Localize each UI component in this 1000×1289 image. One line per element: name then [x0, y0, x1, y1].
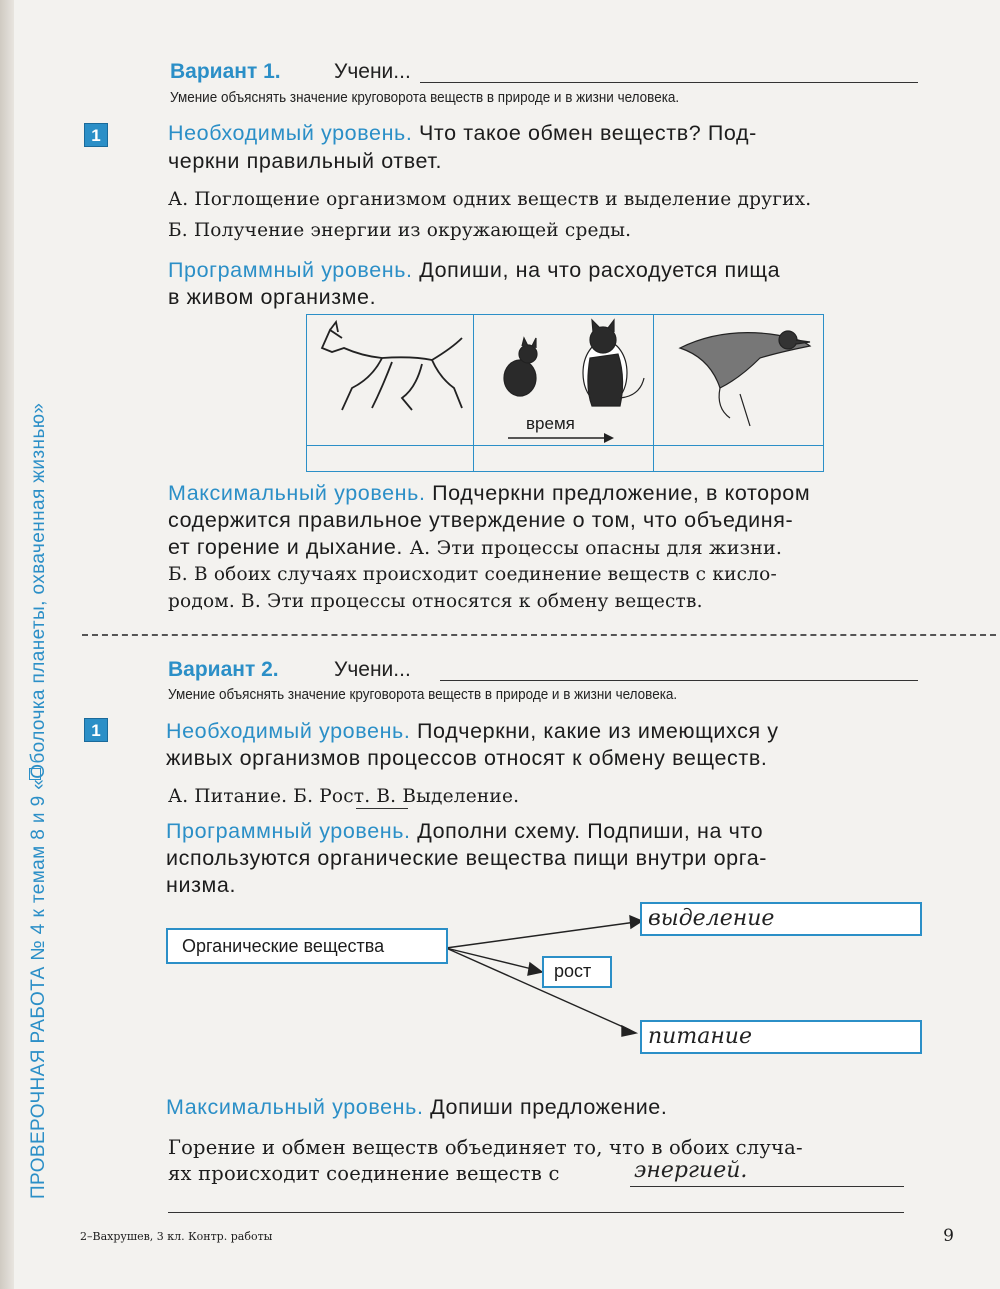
time-label: время: [526, 414, 575, 433]
v2-necessary-options[interactable]: А. Питание. Б. Рост. В. Выделение.: [168, 786, 520, 807]
v1-max-level: Максимальный уровень.: [168, 481, 426, 505]
sidebar-title: ПРОВЕРОЧНАЯ РАБОТА № 4 к темам 8 и 9 «Оболочка планеты, охваченная жизнью»: [28, 402, 49, 1199]
variant1-name-line[interactable]: [420, 82, 918, 83]
v1-option-a[interactable]: А. Поглощение организмом одних веществ и выделение других.: [168, 189, 812, 210]
schema-middle-label: рост: [554, 961, 592, 981]
v2-max-l3: ях происходит соединение веществ с: [168, 1162, 560, 1185]
v2-max-l1: Допиши предложение.: [430, 1095, 668, 1119]
v2-max-extra-line[interactable]: [168, 1212, 904, 1213]
horse-illustration: [312, 318, 472, 418]
v1-program-level: Программный уровень.: [168, 258, 413, 282]
variant1-subtitle: Умение объяснять значение круговорота веществ в природе и в жизни человека.: [170, 90, 680, 106]
variant2-task-number: 1: [84, 718, 108, 742]
variant2-title: Вариант 2.: [168, 658, 279, 681]
page-number: 9: [943, 1226, 954, 1246]
v1-max-l4[interactable]: Б. В обоих случаях происходит соединение веществ с кисло-: [168, 564, 777, 585]
v2-necessary-level: Необходимый уровень.: [166, 719, 411, 743]
v1-max-l5[interactable]: родом. В. Эти процессы относятся к обмену веществ.: [168, 591, 703, 612]
v1-necessary-line1: [168, 120, 757, 147]
v2-program-line1: [166, 818, 763, 845]
v1-program-question1: Допиши, на что расходуется пища: [419, 258, 781, 282]
variant2-student-label: Учени...: [334, 658, 411, 681]
v1-necessary-level: Необходимый уровень.: [168, 121, 413, 145]
v2-necessary-l2: живых организмов процессов относят к обмену веществ.: [166, 746, 768, 770]
v2-underline-rost: [356, 808, 408, 809]
schema-answer-bottom: питание: [648, 1024, 752, 1049]
page-spine: [0, 0, 14, 1289]
v2-max-line1: [166, 1094, 667, 1121]
v1-max-line1: [168, 480, 810, 507]
cut-line: [82, 634, 996, 636]
variant2-name-line[interactable]: [440, 680, 918, 681]
schema-answer-top: выделение: [648, 906, 775, 931]
v1-option-b[interactable]: Б. Получение энергии из окружающей среды.: [168, 220, 632, 241]
v2-max-l2: Горение и обмен веществ объединяет то, что в обоих случа-: [168, 1136, 803, 1159]
footer-text: 2–Вахрушев, 3 кл. Контр. работы: [80, 1230, 273, 1243]
variant2-subtitle: Умение объяснять значение круговорота веществ в природе и в жизни человека.: [168, 687, 678, 703]
v2-program-l1: Дополни схему. Подпиши, на что: [417, 819, 764, 843]
v2-necessary-line1: [166, 718, 779, 745]
v1-max-l1: Подчеркни предложение, в котором: [432, 481, 811, 505]
v2-program-l3: низма.: [166, 873, 237, 897]
v1-max-line3: [168, 534, 782, 562]
bird-illustration: [660, 318, 820, 428]
schema-source-label: Органические вещества: [182, 936, 385, 956]
variant1-task-number: 1: [84, 123, 108, 147]
time-arrow: [508, 432, 616, 444]
v2-max-level: Максимальный уровень.: [166, 1095, 424, 1119]
v1-max-l2: содержится правильное утверждение о том, что объединя-: [168, 508, 794, 532]
v2-max-answer: энергией.: [634, 1158, 748, 1183]
schema-middle-box: [542, 956, 612, 988]
schema-source-box: [166, 928, 448, 964]
v1-program-line1: [168, 257, 780, 284]
v1-necessary-question1: Что такое обмен веществ? Под-: [419, 121, 757, 145]
v1-necessary-question2: черкни правильный ответ.: [168, 149, 443, 173]
cats-illustration: [480, 318, 650, 418]
v2-max-answer-line[interactable]: [630, 1186, 904, 1187]
variant1-title: Вариант 1.: [170, 60, 281, 83]
v2-program-l2: используются органические вещества пищи внутри орга-: [166, 846, 768, 870]
v1-max-l3b[interactable]: А. Эти процессы опасны для жизни.: [409, 537, 783, 559]
variant1-student-label: Учени...: [334, 60, 411, 83]
v1-max-l3a: ет горение и дыхание.: [168, 535, 403, 559]
v1-program-question2: в живом организме.: [168, 285, 377, 309]
v2-program-level: Программный уровень.: [166, 819, 411, 843]
sidebar-square: [29, 768, 41, 780]
v2-necessary-l1: Подчеркни, какие из имеющихся у: [417, 719, 779, 743]
